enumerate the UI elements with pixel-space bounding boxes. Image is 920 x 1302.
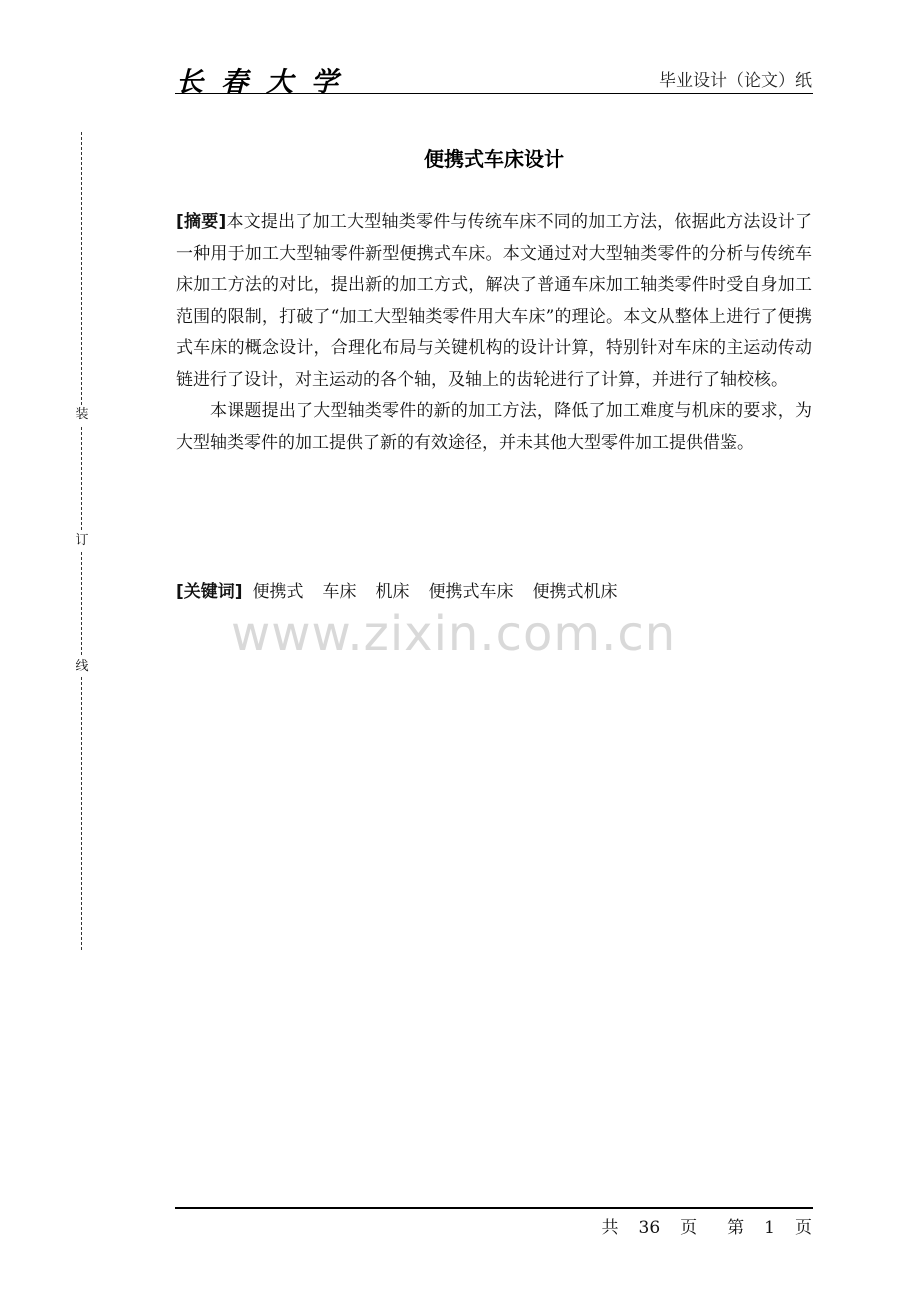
- abstract-text-1: 本文提出了加工大型轴类零件与传统车床不同的加工方法，依据此方法设计了一种用于加工大型轴零件新型便携式车床。本文通过对大型轴类零件的分析与传统车床加工方法的对比，提出新的加工方式，解决了普通车床加工轴类零件时受自身加工范围的限制，打破了“加工大型轴类零件用大车床”的理论。本文从整体上进行了便携式车床的概念设计，合理化布局与关键机构的设计计算，特别针对车床的主运动传动链进行了设计，对主运动的各个轴，及轴上的齿轮进行了计算，并进行了轴校核。: [176, 212, 813, 390]
- current-prefix: 第: [727, 1218, 745, 1238]
- total-suffix: 页: [680, 1218, 698, 1238]
- abstract-paragraph-1: [176, 207, 812, 396]
- keyword-item: 机床: [375, 582, 410, 602]
- footer-divider: [175, 1207, 813, 1209]
- keyword-item: 车床: [322, 582, 357, 602]
- keyword-item: 便携式机床: [532, 582, 618, 602]
- binding-label-ding: 订: [73, 531, 91, 551]
- university-logo: 长春大学: [176, 67, 356, 98]
- current-suffix: 页: [795, 1218, 812, 1238]
- keyword-item: 便携式: [252, 582, 304, 602]
- binding-label-zhuang: 装: [73, 405, 91, 425]
- page-counter: [602, 1213, 812, 1238]
- keywords-section: [176, 579, 627, 605]
- abstract-paragraph-2: 本课题提出了大型轴类零件的新的加工方法，降低了加工难度与机床的要求，为大型轴类零件的加工提供了新的有效途径，并未其他大型零件加工提供借鉴。: [176, 401, 812, 453]
- document-type-label: 毕业设计（论文）纸: [659, 71, 812, 91]
- abstract-label: [摘要]: [176, 212, 227, 232]
- header-divider: [175, 93, 813, 94]
- keywords-label: [关键词]: [176, 582, 243, 602]
- keyword-item: 便携式车床: [428, 582, 514, 602]
- current-page: 1: [764, 1218, 775, 1238]
- total-prefix: 共: [601, 1218, 619, 1238]
- abstract-section: [176, 207, 812, 459]
- binding-label-xian: 线: [73, 657, 91, 677]
- document-title: 便携式车床设计: [424, 147, 564, 171]
- total-pages: 36: [638, 1218, 661, 1238]
- watermark: www.zixin.com.cn: [231, 606, 677, 662]
